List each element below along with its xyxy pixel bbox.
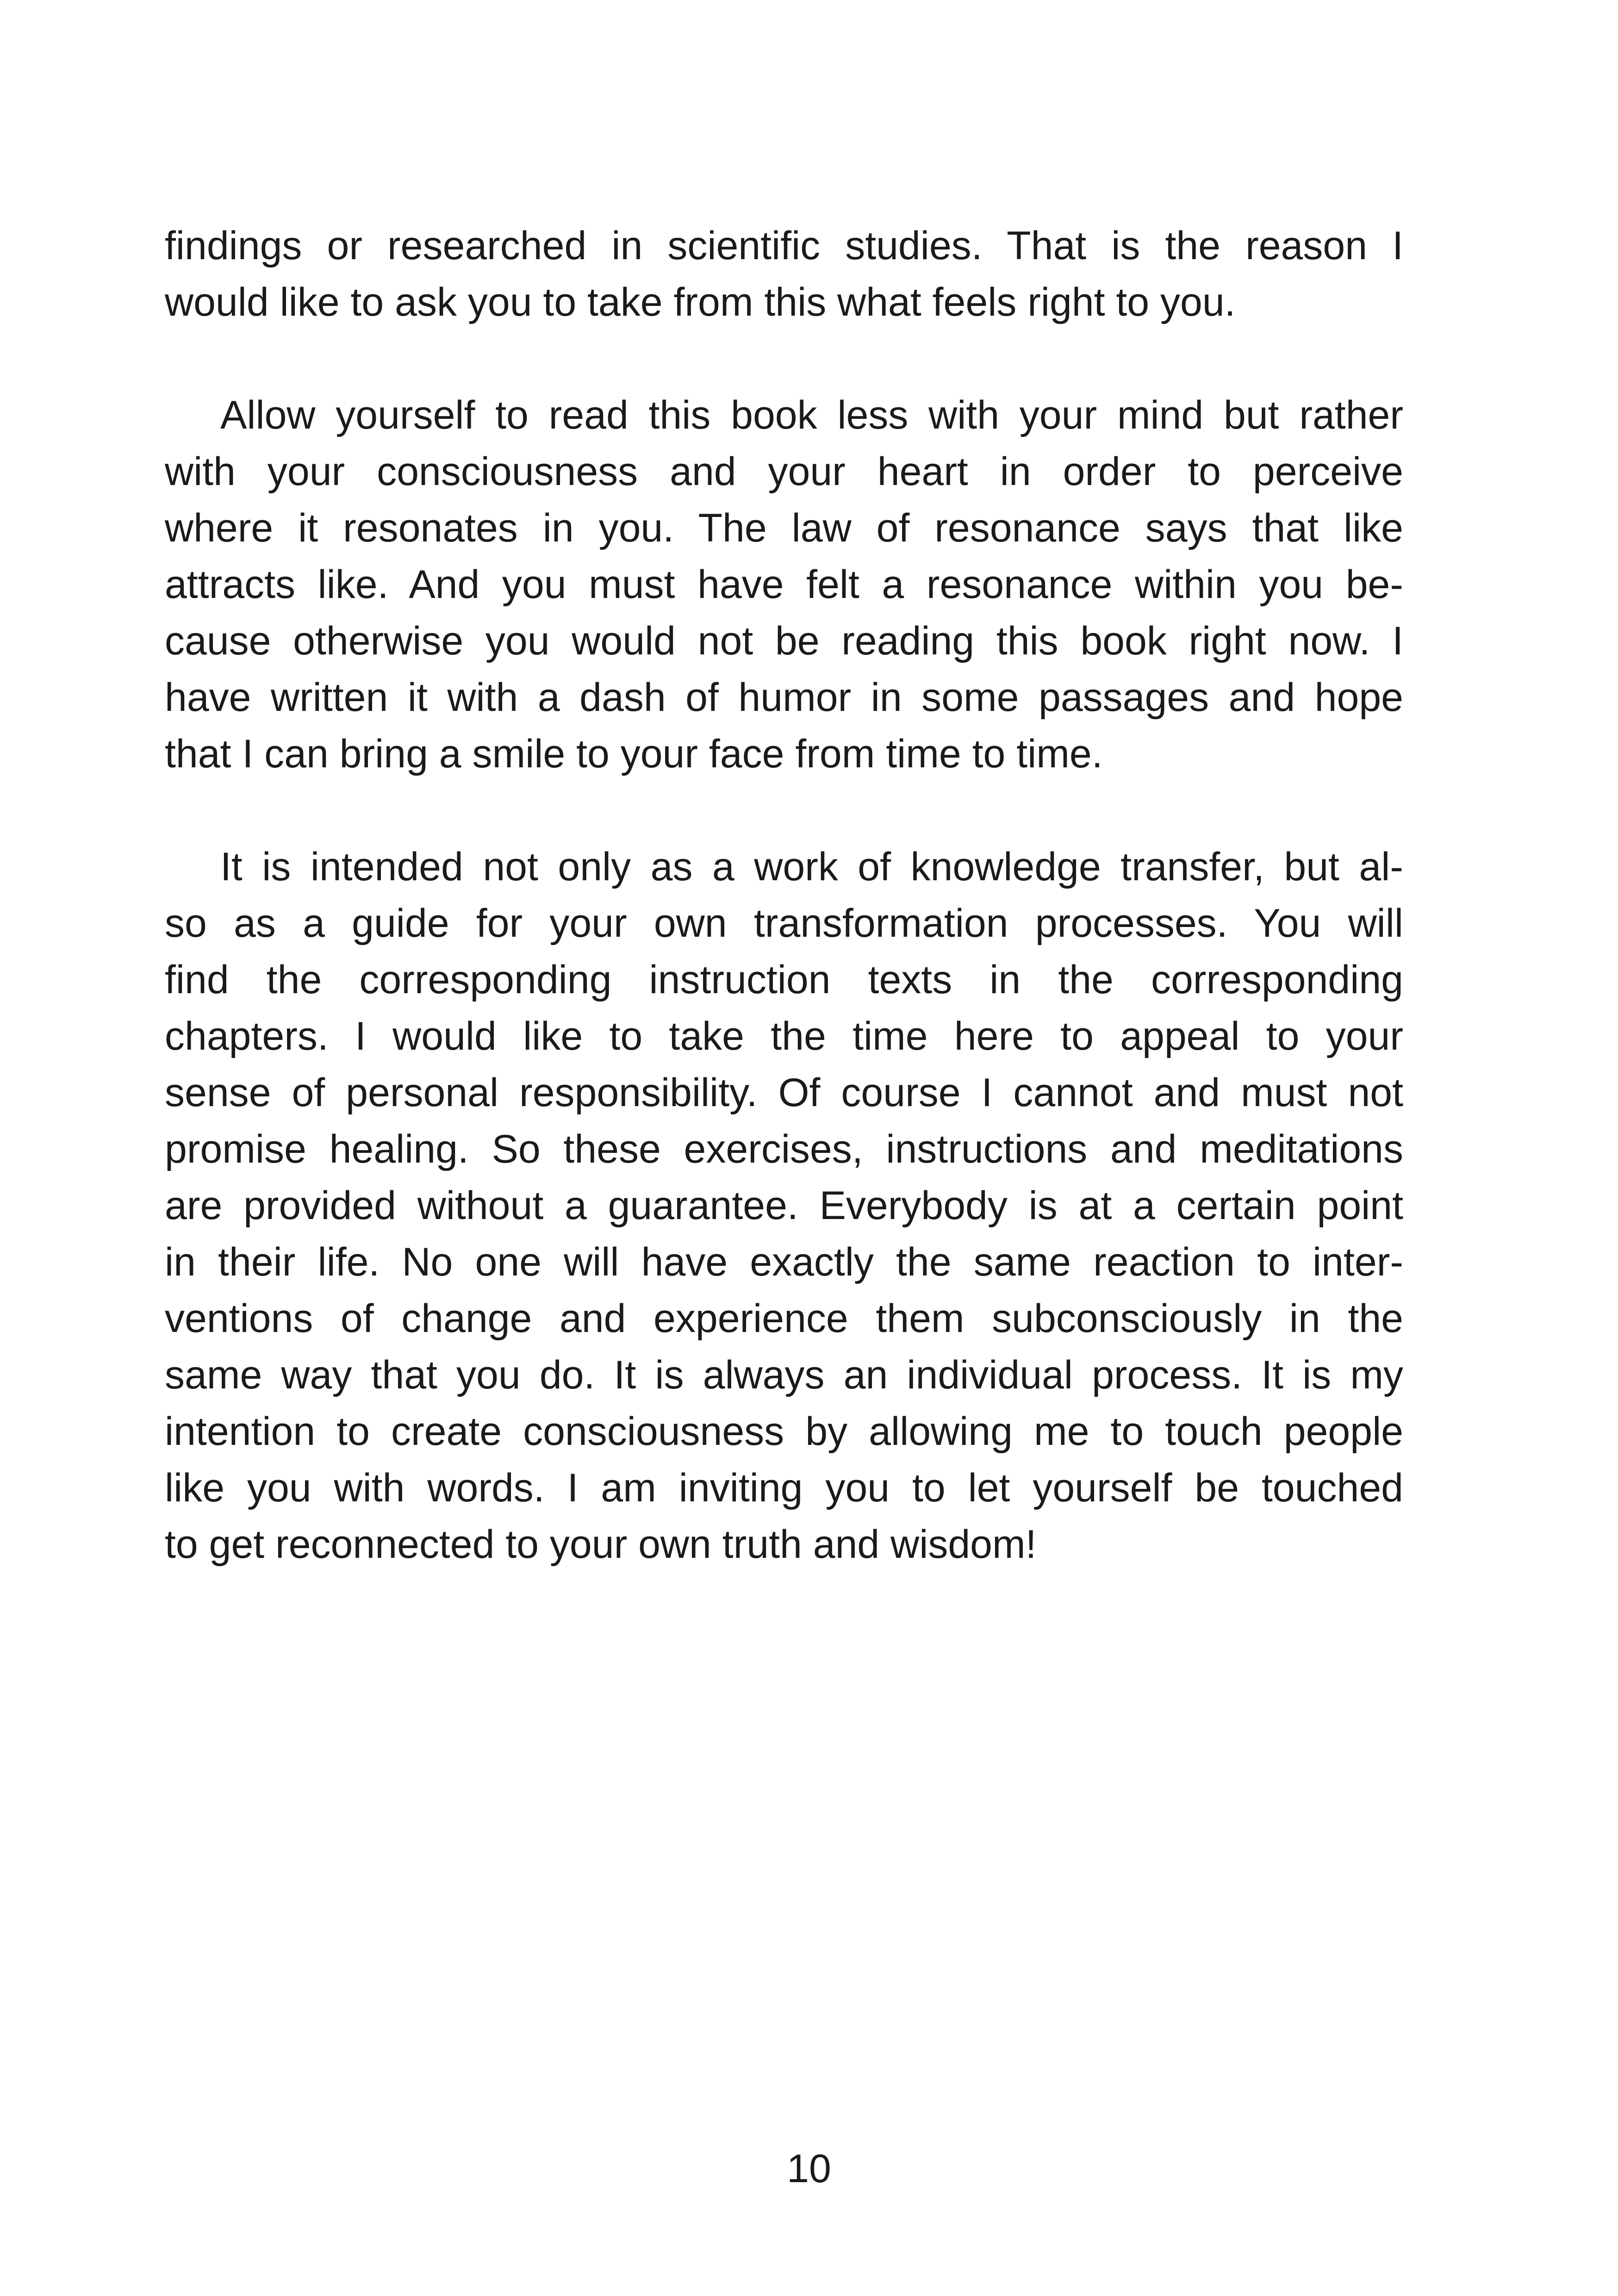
text-line: intention to create consciousness by allowing me to touch people [165, 1409, 1403, 1454]
text-line: are provided without a guarantee. Everybody is at a certain point [165, 1183, 1403, 1228]
page-number: 10 [787, 2147, 831, 2191]
text-line: have written it with a dash of humor in some passages and hope [165, 675, 1403, 720]
text-line: findings or researched in scientific studies. That is the reason I [165, 224, 1403, 268]
text-line: cause otherwise you would not be reading this book right now. I [165, 619, 1403, 663]
text-line: Allow yourself to read this book less with your mind but rather [220, 393, 1403, 437]
text-line: promise healing. So these exercises, instructions and meditations [165, 1127, 1403, 1171]
paragraph-gap [165, 330, 1403, 387]
text-line: so as a guide for your own transformation processes. You will [165, 901, 1403, 946]
paragraph-3 [165, 839, 1403, 1573]
paragraph-2 [165, 387, 1403, 782]
body-text [165, 218, 1403, 1573]
text-line: to get reconnected to your own truth and wisdom! [165, 1522, 1037, 1567]
text-line: It is intended not only as a work of knowledge transfer, but al- [220, 845, 1403, 889]
text-line: that I can bring a smile to your face from time to time. [165, 732, 1103, 776]
text-line: attracts like. And you must have felt a resonance within you be- [165, 562, 1403, 607]
text-line: sense of personal responsibility. Of course I cannot and must not [165, 1070, 1403, 1115]
text-line: where it resonates in you. The law of resonance says that like [165, 506, 1403, 550]
paragraph-1 [165, 218, 1403, 330]
text-line: chapters. I would like to take the time here to appeal to your [165, 1014, 1403, 1058]
text-line: find the corresponding instruction texts in the corresponding [165, 958, 1403, 1002]
text-line: same way that you do. It is always an individual process. It is my [165, 1353, 1403, 1397]
text-line: like you with words. I am inviting you to let yourself be touched [165, 1466, 1403, 1510]
text-line: with your consciousness and your heart in order to perceive [165, 449, 1403, 494]
text-line: ventions of change and experience them subconsciously in the [165, 1296, 1403, 1341]
text-line: in their life. No one will have exactly the same reaction to inter- [165, 1240, 1403, 1284]
paragraph-gap [165, 782, 1403, 839]
text-line: would like to ask you to take from this what feels right to you. [165, 280, 1236, 324]
